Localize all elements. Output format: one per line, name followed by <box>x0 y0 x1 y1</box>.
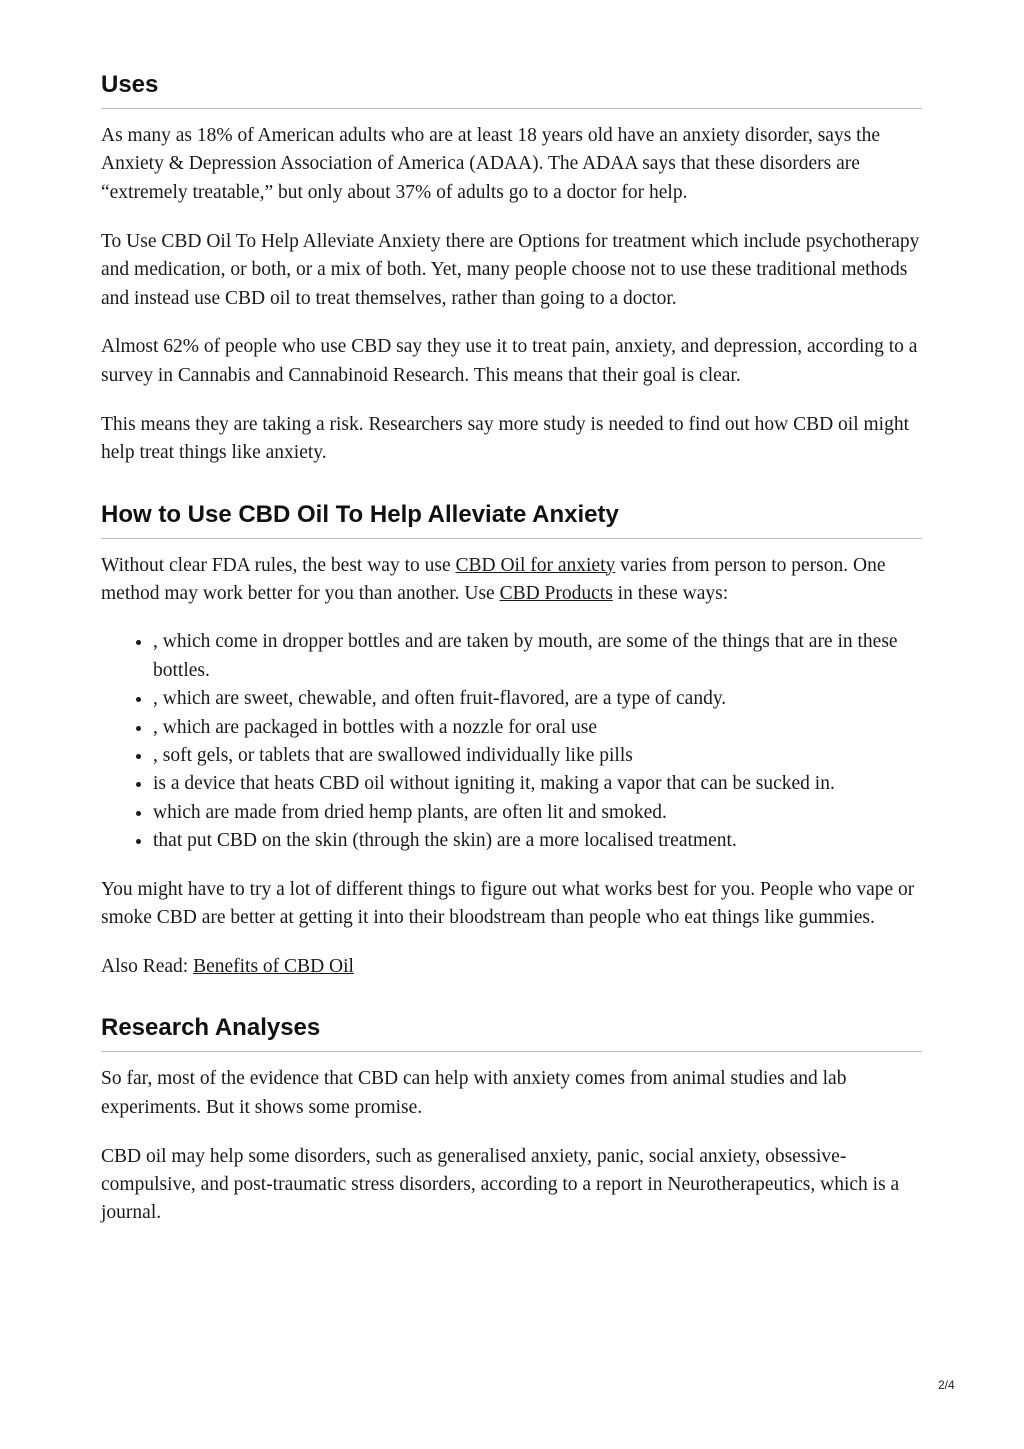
benefits-of-cbd-oil-link[interactable]: Benefits of CBD Oil <box>193 955 354 977</box>
also-read-label: Also Read: <box>101 955 194 977</box>
how-to-intro-text-3: in these ways: <box>612 582 729 604</box>
list-item: • is a device that heats CBD oil without igniting it, making a vapor that can be sucked in. <box>153 770 922 798</box>
how-to-after-list: You might have to try a lot of different things to figure out what works best for you. People who vape or smoke CBD are better at getting it into their bloodstream than people who eat things like gummies. <box>101 878 915 929</box>
list-item: • , soft gels, or tablets that are swallowed individually like pills <box>153 742 922 770</box>
uses-paragraph-3: Almost 62% of people who use CBD say they use it to treat pain, anxiety, and depression, according to a survey in Cannabis and Cannabinoid Research. This means that their goal is clear. <box>101 336 918 386</box>
uses-paragraph-4: This means they are taking a risk. Researchers say more study is needed to find out how CBD oil might help treat things like anxiety. <box>101 413 910 464</box>
section-heading-uses: Uses <box>101 70 922 109</box>
how-to-intro-text-1: Without clear FDA rules, the best way to use <box>101 554 456 576</box>
cbd-oil-for-anxiety-link[interactable]: CBD Oil for anxiety <box>455 554 616 576</box>
uses-paragraph-2: To Use CBD Oil To Help Alleviate Anxiety there are Options for treatment which include psychotherapy and medication, or both, or a mix of both. Yet, many people choose not to use these traditional methods and instead use CBD oil to treat themselves, rather than going to a doctor. <box>101 230 920 309</box>
list-item: • that put CBD on the skin (through the skin) are a more localised treatment. <box>153 827 922 855</box>
section-heading-how-to: How to Use CBD Oil To Help Alleviate Anxiety <box>101 500 922 539</box>
cbd-products-link[interactable]: CBD Products <box>499 582 613 604</box>
document-page <box>101 70 922 1228</box>
research-paragraph-1: So far, most of the evidence that CBD can help with anxiety comes from animal studies and lab experiments. But it shows some promise. <box>101 1068 847 1118</box>
also-read <box>101 953 922 981</box>
list-item: • , which are sweet, chewable, and often fruit-flavored, are a type of candy. <box>153 685 922 713</box>
list-item: • , which are packaged in bottles with a nozzle for oral use <box>153 714 922 742</box>
how-to-intro <box>101 552 922 609</box>
uses-paragraph-1: As many as 18% of American adults who are at least 18 years old have an anxiety disorder, says the Anxiety & Depression Association of America (ADAA). The ADAA says that these disorders are “extremely treatable,” but only about 37% of adults go to a doctor for help. <box>101 125 880 203</box>
list-item: • , which come in dropper bottles and are taken by mouth, are some of the things that are in these bottles. <box>153 628 922 685</box>
page-number: 2/4 <box>938 1378 955 1392</box>
usage-methods-list <box>101 628 922 855</box>
how-to-intro-text-2: varies from person to person. One method may work better for you than another. Use <box>101 554 886 604</box>
list-item: • which are made from dried hemp plants, are often lit and smoked. <box>153 799 922 827</box>
research-paragraph-2: CBD oil may help some disorders, such as generalised anxiety, panic, social anxiety, obsessive-compulsive, and post-traumatic stress disorders, according to a report in Neurotherapeutics, which is a journal. <box>101 1145 900 1224</box>
section-heading-research: Research Analyses <box>101 1013 922 1052</box>
